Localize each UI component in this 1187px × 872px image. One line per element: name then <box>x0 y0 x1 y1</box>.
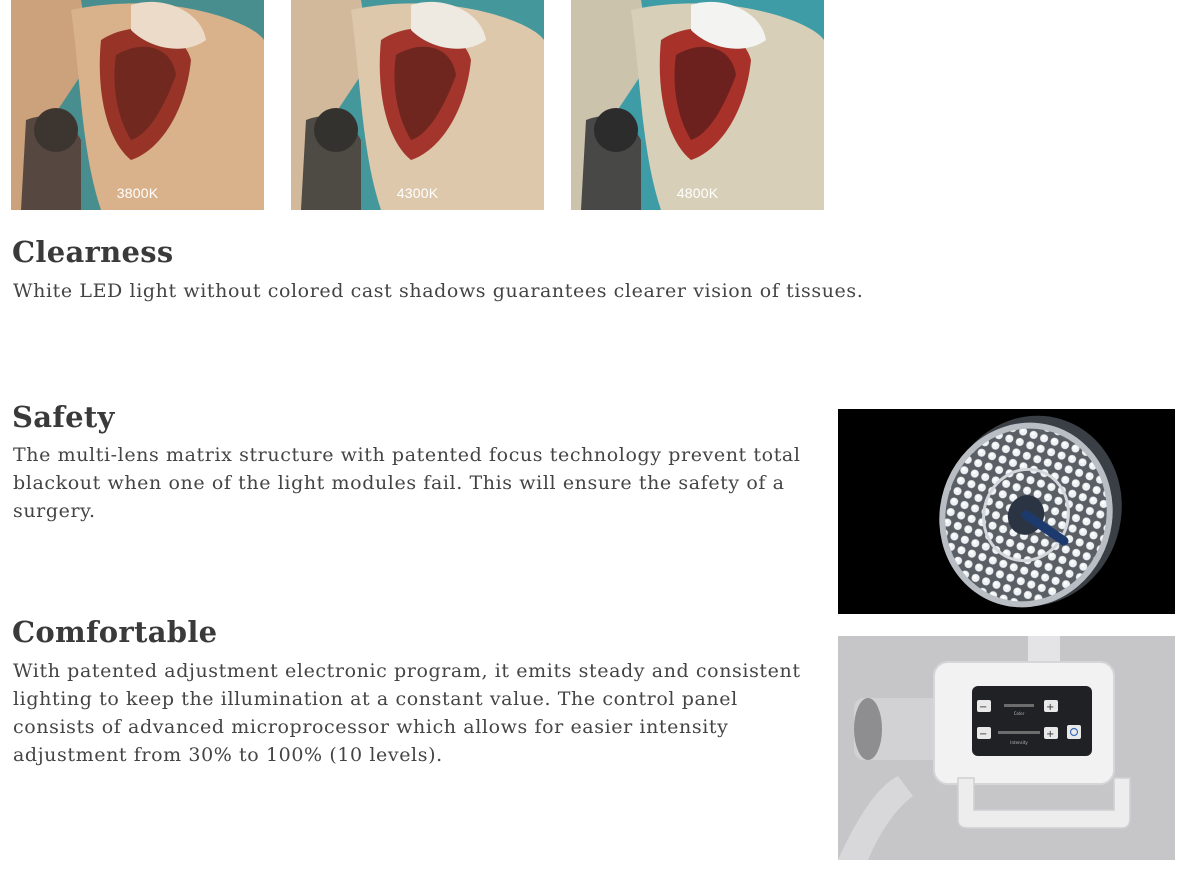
tint-overlay <box>11 0 264 210</box>
intensity-label: Intensity <box>1010 740 1028 745</box>
surgery-photo-4800k <box>571 0 824 210</box>
control-panel-photo <box>838 636 1175 860</box>
color-temp-label: 4300K <box>396 185 439 201</box>
led-lamp-photo <box>838 409 1175 614</box>
surgery-photo-4300k <box>291 0 544 210</box>
minus-icon: − <box>979 702 988 713</box>
safety-heading: Safety <box>12 400 115 434</box>
tint-overlay <box>291 0 544 210</box>
safety-text: The multi-lens matrix structure with patented focus technology prevent total blackout when one of the light modules fail. This will ensure the safety of a surgery. <box>13 444 801 522</box>
color-temp-label: 4800K <box>676 185 719 201</box>
comfortable-text: With patented adjustment electronic program, it emits steady and consistent lighting to keep the illumination at a constant value. The control panel consists of advanced microprocessor which allows for easier intensity adjustment from 30% to 100% (10 levels). <box>13 660 801 766</box>
tint-overlay <box>571 0 824 210</box>
surgery-photo-3800k <box>11 0 264 210</box>
comfortable-heading: Comfortable <box>12 615 218 649</box>
plus-icon: + <box>1046 702 1055 713</box>
color-temp-label: 3800K <box>116 185 159 201</box>
minus-icon: − <box>979 729 988 740</box>
plus-icon: + <box>1046 729 1055 740</box>
clearness-heading: Clearness <box>12 235 174 269</box>
clearness-text: White LED light without colored cast shadows guarantees clearer vision of tissues. <box>13 280 864 302</box>
color-label: Color <box>1013 711 1025 716</box>
